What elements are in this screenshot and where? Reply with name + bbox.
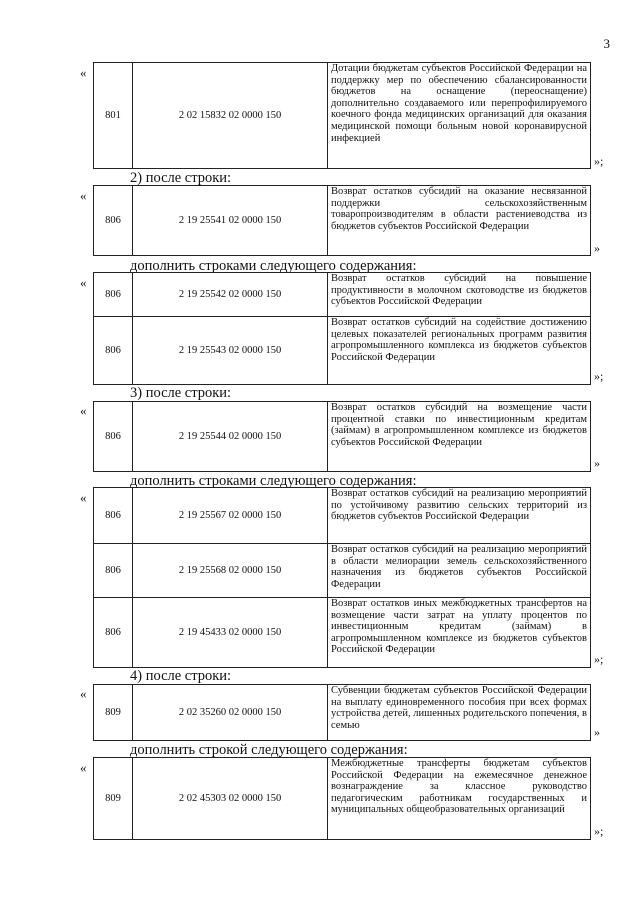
- budget-table: [93, 62, 591, 169]
- close-quote: »;: [594, 154, 604, 168]
- close-quote: »;: [594, 824, 604, 838]
- admin-code-cell: 806: [94, 488, 133, 544]
- open-quote: «: [80, 686, 87, 701]
- table-row: [94, 488, 591, 544]
- budget-table: [93, 185, 591, 256]
- admin-code-cell: 806: [94, 544, 133, 598]
- admin-code-cell: 806: [94, 273, 133, 317]
- section-heading: 2) после строки:: [130, 170, 232, 186]
- close-quote: »;: [594, 652, 604, 666]
- section-heading: 3) после строки:: [130, 385, 232, 401]
- kbk-code-cell: 2 19 25544 02 0000 150: [133, 402, 328, 472]
- revenue-name-cell: Возврат остатков субсидий на оказание несвязанной поддержки сельскохозяйственным товаропроизводителям в области растениеводства из бюджетов субъектов Российской Федерации: [331, 186, 587, 232]
- table-row: [94, 402, 591, 472]
- admin-code-cell: 806: [94, 402, 133, 472]
- revenue-name-cell: Возврат остатков субсидий на реализацию мероприятий в области мелиорации земель сельскохозяйственного назначения из бюджетов субъектов Российской Федерации: [331, 544, 587, 590]
- open-quote: «: [80, 403, 87, 418]
- revenue-name-cell: Возврат остатков иных межбюджетных трансфертов на возмещение части затрат на уплату процентов по инвестиционным кредитам (займам) в агропромышленном комплексе из бюджетов субъектов Российской Федерации: [331, 598, 587, 656]
- budget-table: [93, 487, 591, 668]
- admin-code-cell: 806: [94, 598, 133, 668]
- page-number: 3: [603, 36, 610, 51]
- budget-table: [93, 684, 591, 741]
- kbk-code-cell: 2 02 15832 02 0000 150: [133, 63, 328, 169]
- table-row: [94, 186, 591, 256]
- kbk-code-cell: 2 19 45433 02 0000 150: [133, 598, 328, 668]
- budget-table: [93, 272, 591, 385]
- section-heading: дополнить строками следующего содержания:: [130, 258, 417, 274]
- table-row: [94, 598, 591, 668]
- revenue-name-cell: Субвенции бюджетам субъектов Российской Федерации на выплату единовременного пособия при всех формах устройства детей, лишенных родительского попечения, в семью: [331, 685, 587, 731]
- revenue-name-cell: Возврат остатков субсидий на повышение продуктивности в молочном скотоводстве из бюджетов субъектов Российской Федерации: [331, 273, 587, 308]
- admin-code-cell: 806: [94, 186, 133, 256]
- section-heading: дополнить строками следующего содержания:: [130, 473, 417, 489]
- table-row: [94, 544, 591, 598]
- close-quote: »;: [594, 369, 604, 383]
- kbk-code-cell: 2 02 35260 02 0000 150: [133, 685, 328, 741]
- table-row: [94, 273, 591, 317]
- revenue-name-cell: Межбюджетные трансферты бюджетам субъектов Российской Федерации на ежемесячное денежное вознаграждение за классное руководство педагогическим работникам государственных и муниципальных общеобразовательных организаций: [331, 758, 587, 816]
- table-row: [94, 685, 591, 741]
- revenue-name-cell: Возврат остатков субсидий на возмещение части процентной ставки по инвестиционным кредитам (займам) в агропромышленном комплексе из бюджетов субъектов Российской Федерации: [331, 402, 587, 448]
- table-row: [94, 317, 591, 385]
- kbk-code-cell: 2 19 25543 02 0000 150: [133, 317, 328, 385]
- close-quote: »: [594, 456, 600, 470]
- close-quote: »: [594, 725, 600, 739]
- close-quote: »: [594, 241, 600, 255]
- kbk-code-cell: 2 19 25541 02 0000 150: [133, 186, 328, 256]
- open-quote: «: [80, 188, 87, 203]
- admin-code-cell: 809: [94, 685, 133, 741]
- admin-code-cell: 801: [94, 63, 133, 169]
- budget-table: [93, 401, 591, 472]
- revenue-name-cell: Возврат остатков субсидий на содействие достижению целевых показателей региональных программ развития агропромышленного комплекса из бюджетов субъектов Российской Федерации: [331, 317, 587, 363]
- admin-code-cell: 806: [94, 317, 133, 385]
- open-quote: «: [80, 490, 87, 505]
- open-quote: «: [80, 760, 87, 775]
- revenue-name-cell: Возврат остатков субсидий на реализацию мероприятий по устойчивому развитию сельских территорий из бюджетов субъектов Российской Федерации: [331, 488, 587, 523]
- kbk-code-cell: 2 19 25542 02 0000 150: [133, 273, 328, 317]
- admin-code-cell: 809: [94, 758, 133, 840]
- open-quote: «: [80, 65, 87, 80]
- kbk-code-cell: 2 19 25567 02 0000 150: [133, 488, 328, 544]
- table-row: [94, 63, 591, 169]
- kbk-code-cell: 2 02 45303 02 0000 150: [133, 758, 328, 840]
- budget-table: [93, 757, 591, 840]
- section-heading: 4) после строки:: [130, 668, 232, 684]
- section-heading: дополнить строкой следующего содержания:: [130, 742, 408, 758]
- revenue-name-cell: Дотации бюджетам субъектов Российской Федерации на поддержку мер по обеспечению сбалансированности бюджетов на оснащение (переоснащение) дополнительно создаваемого или перепрофилируемого коечного фонда медицинских организаций для оказания медицинской помощи больным новой коронавирусной инфекцией: [331, 63, 587, 144]
- kbk-code-cell: 2 19 25568 02 0000 150: [133, 544, 328, 598]
- table-row: [94, 758, 591, 840]
- open-quote: «: [80, 275, 87, 290]
